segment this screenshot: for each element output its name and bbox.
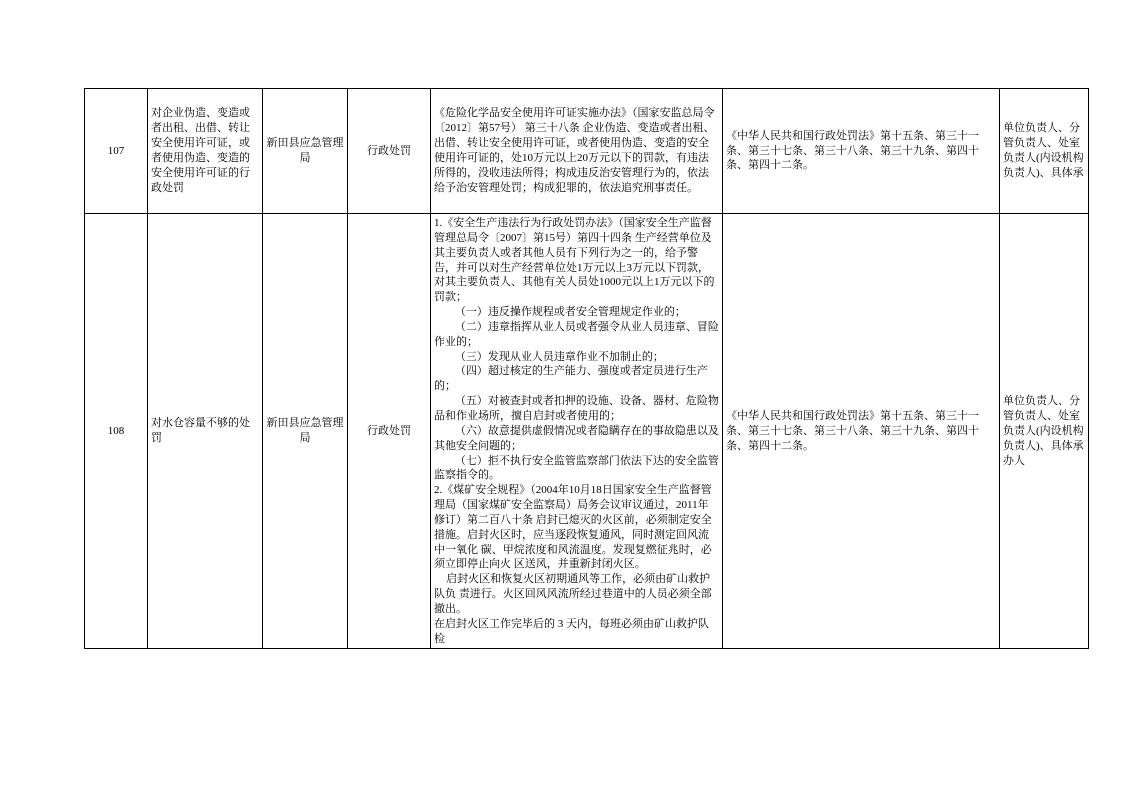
legal-basis-paragraph: （五）对被查封或者扣押的设施、设备、器材、危险物品和作业场所，擅自启封或者使用的； (434, 395, 719, 422)
legal-basis-paragraph: 1.《安全生产违法行为行政处罚办法》（国家安全生产监督管理总局令〔2007〕第15号）第四十四条 生产经营单位及其主要负责人或者其他人员有下列行为之一的，给予警告，并可以对生产经营单位处1万元以上3万元以下罚款，对其主要负责人、其他有关人员处1000元以上1万元以下的罚款； (434, 217, 715, 304)
legal-basis-paragraph: （一）违反操作规程或者安全管理规定作业的； (454, 306, 686, 319)
row-law-reference: 《中华人民共和国行政处罚法》第十五条、第三十一条、第三十七条、第三十八条、第三十九条、第四十条、第四十二条。 (723, 89, 1000, 214)
legal-basis-paragraph: 启封火区和恢复火区初期通风等工作，必须由矿山救护队负 责进行。火区回风风流所经过巷道中的人员必须全部撤出。 (434, 573, 712, 615)
administrative-penalty-table (84, 88, 1089, 649)
legal-basis-paragraph: 《危险化学品安全使用许可证实施办法》（国家安监总局令〔2012〕第57号） 第三十八条 企业伪造、变造或者出租、出借、转让安全使用许可证，或者使用伪造、变造的安全使用许可证的，处10万元以上20万元以下的罚款，有违法所得的，没收违法所得；构成违反治安管理行为的，依法给予治安管理处罚；构成犯罪的，依法追究刑事责任。 (434, 107, 715, 194)
row-item-name: 对水仓容量不够的处罚 (148, 214, 263, 649)
legal-basis-paragraph: （三）发现从业人员违章作业不加制止的； (454, 350, 664, 363)
table-row (85, 89, 1089, 214)
row-number: 108 (85, 214, 148, 649)
row-number: 107 (85, 89, 148, 214)
row-responsible-persons: 单位负责人、分管负责人、处室负责人(内设机构负责人)、具体承 (1000, 89, 1089, 214)
legal-basis-paragraph: 在启封火区工作完毕后的 3 天内，每班必须由矿山救护队检 (434, 617, 709, 645)
legal-basis-paragraph: （四）超过核定的生产能力、强度或者定员进行生产的； (434, 365, 708, 393)
row-item-name: 对企业伪造、变造或者出租、出借、转让安全使用许可证，或者使用伪造、变造的安全使用许可证的行政处罚 (148, 89, 263, 214)
legal-basis-paragraph: （七）拒不执行安全监管监察部门依法下达的安全监管监察指令的。 (434, 454, 719, 482)
row-legal-basis (431, 89, 723, 214)
row-penalty-type: 行政处罚 (348, 89, 431, 214)
table-row (85, 214, 1089, 649)
row-responsible-persons: 单位负责人、分管负责人、处室负责人(内设机构负责人)、具体承办人 (1000, 214, 1089, 649)
legal-basis-paragraph: 2.《煤矿安全规程》（2004年10月18日国家安全生产监督管理局（国家煤矿安全监察局）局务会议审议通过，2011年修订）第二百八十条 启封已熄灭的火区前，必须制定安全措施。启封火区时，应当逐段恢复通风，同时测定回风流中一氧化 碳、甲烷浓度和风流温度。发现复燃征兆时，必须立即停止向火 区送风，并重新封闭火区。 (434, 484, 712, 571)
row-penalty-type: 行政处罚 (348, 214, 431, 649)
row-legal-basis (431, 214, 723, 649)
row-organization: 新田县应急管理局 (263, 89, 348, 214)
row-organization: 新田县应急管理局 (263, 214, 348, 649)
legal-basis-paragraph: （二）违章指挥从业人员或者强令从业人员违章、冒险作业的； (434, 320, 719, 348)
legal-basis-paragraph: （六）故意提供虚假情况或者隐瞒存在的事故隐患以及其他安全问题的； (434, 424, 719, 452)
row-law-reference: 《中华人民共和国行政处罚法》第十五条、第三十一条、第三十七条、第三十八条、第三十九条、第四十条、第四十二条。 (723, 214, 1000, 649)
